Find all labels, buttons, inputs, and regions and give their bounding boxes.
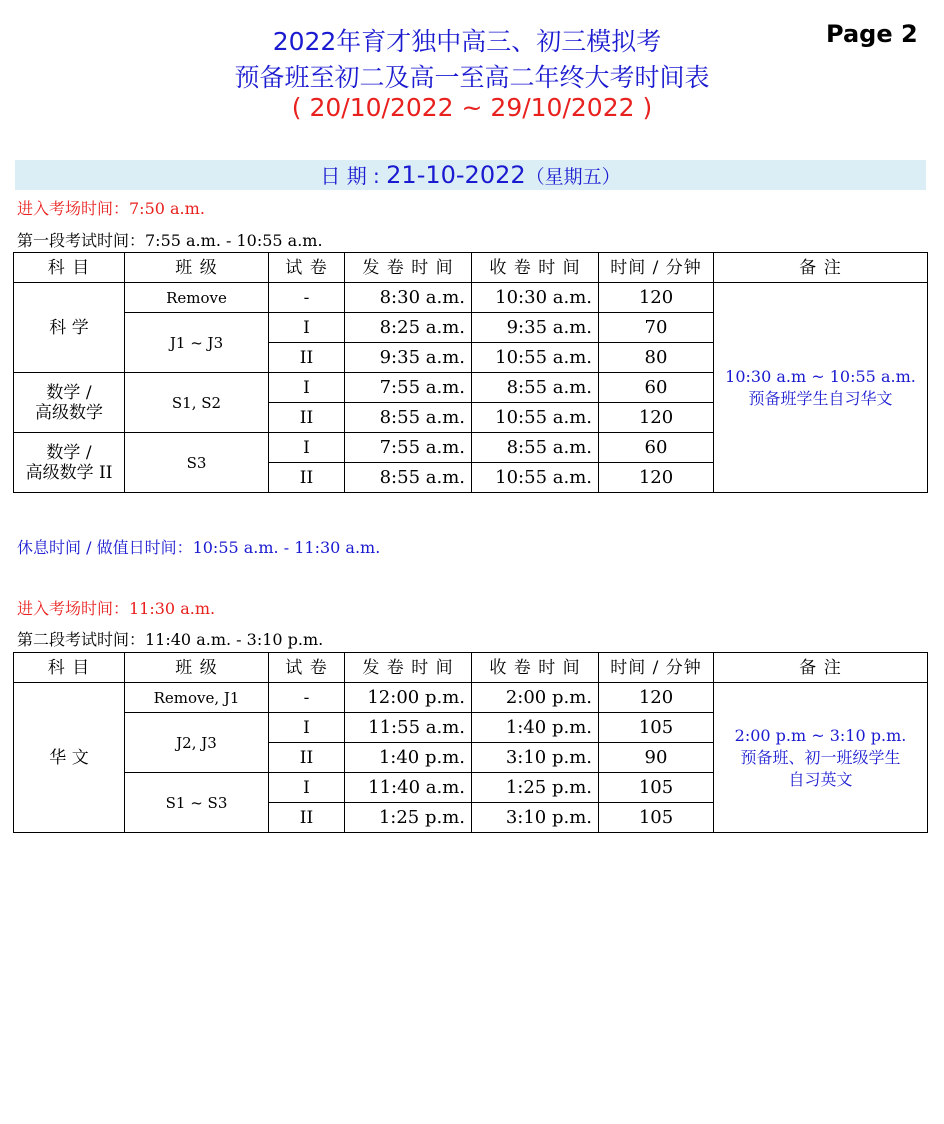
start-cell: 8:55 a.m. (345, 463, 472, 493)
start-cell: 8:55 a.m. (345, 403, 472, 433)
subject-cell: 华 文 (14, 683, 125, 833)
end-cell: 10:55 a.m. (472, 403, 599, 433)
end-cell: 8:55 a.m. (472, 373, 599, 403)
start-cell: 8:30 a.m. (345, 283, 472, 313)
paper-cell: I (269, 373, 345, 403)
table-header-row (14, 653, 928, 683)
minutes-cell: 60 (599, 433, 714, 463)
notes-cell (714, 283, 928, 493)
subject-cell (14, 373, 125, 433)
end-cell: 2:00 p.m. (472, 683, 599, 713)
class-cell: Remove, J1 (125, 683, 269, 713)
notes-cell (714, 683, 928, 833)
end-cell: 3:10 p.m. (472, 743, 599, 773)
col-paper: 试 卷 (269, 253, 345, 283)
note-line: 自习英文 (788, 769, 853, 789)
minutes-cell: 105 (599, 713, 714, 743)
note-line: 10:30 a.m ~ 10:55 a.m. (725, 366, 916, 386)
start-cell: 1:40 p.m. (345, 743, 472, 773)
class-cell: S3 (125, 433, 269, 493)
minutes-cell: 120 (599, 283, 714, 313)
end-cell: 10:55 a.m. (472, 463, 599, 493)
class-cell: S1, S2 (125, 373, 269, 433)
subject-line: 数学 / (46, 442, 92, 463)
start-cell: 7:55 a.m. (345, 373, 472, 403)
end-cell: 1:25 p.m. (472, 773, 599, 803)
subject-line: 数学 / (46, 382, 92, 403)
session1-entry-time: 进入考场时间：7:50 a.m. (17, 199, 205, 218)
col-subject: 科 目 (14, 253, 125, 283)
end-cell: 1:40 p.m. (472, 713, 599, 743)
col-notes: 备 注 (714, 653, 928, 683)
title-line-2: 预备班至初二及高一至高二年终大考时间表 (234, 63, 710, 92)
paper-cell: I (269, 313, 345, 343)
end-cell: 10:55 a.m. (472, 343, 599, 373)
minutes-cell: 105 (599, 803, 714, 833)
col-notes: 备 注 (714, 253, 928, 283)
session2-entry-time: 进入考场时间：11:30 a.m. (17, 599, 216, 618)
subject-line: 高级数学 (35, 402, 103, 423)
table-row (14, 283, 928, 313)
col-start: 发 卷 时 间 (345, 653, 472, 683)
col-end: 收 卷 时 间 (472, 653, 599, 683)
subject-cell: 科 学 (14, 283, 125, 373)
minutes-cell: 90 (599, 743, 714, 773)
subject-line: 高级数学 II (25, 462, 113, 483)
paper-cell: I (269, 433, 345, 463)
start-cell: 11:40 a.m. (345, 773, 472, 803)
end-cell: 9:35 a.m. (472, 313, 599, 343)
paper-cell: II (269, 743, 345, 773)
col-paper: 试 卷 (269, 653, 345, 683)
paper-cell: II (269, 343, 345, 373)
class-cell: Remove (125, 283, 269, 313)
session1-exam-time: 第一段考试时间：7:55 a.m. - 10:55 a.m. (17, 231, 323, 250)
paper-cell: - (269, 283, 345, 313)
exam-weekday: （星期五） (525, 166, 621, 188)
date-bar (15, 160, 926, 190)
col-subject: 科 目 (14, 653, 125, 683)
minutes-cell: 105 (599, 773, 714, 803)
minutes-cell: 120 (599, 683, 714, 713)
session2-exam-time: 第二段考试时间：11:40 a.m. - 3:10 p.m. (17, 630, 324, 649)
col-minutes: 时间 / 分钟 (599, 653, 714, 683)
paper-cell: I (269, 773, 345, 803)
class-cell: J1 ~ J3 (125, 313, 269, 373)
table-header-row (14, 253, 928, 283)
table-row (14, 683, 928, 713)
title-line-1: 2022年育才独中高三、初三模拟考 (272, 27, 662, 56)
paper-cell: II (269, 403, 345, 433)
col-class: 班 级 (125, 253, 269, 283)
note-line: 预备班、初一班级学生 (740, 747, 901, 767)
col-class: 班 级 (125, 653, 269, 683)
note-line: 预备班学生自习华文 (748, 388, 893, 408)
col-end: 收 卷 时 间 (472, 253, 599, 283)
start-cell: 11:55 a.m. (345, 713, 472, 743)
minutes-cell: 120 (599, 463, 714, 493)
paper-cell: I (269, 713, 345, 743)
start-cell: 8:25 a.m. (345, 313, 472, 343)
start-cell: 9:35 a.m. (345, 343, 472, 373)
start-cell: 1:25 p.m. (345, 803, 472, 833)
session1-table (13, 252, 928, 493)
subject-cell (14, 433, 125, 493)
start-cell: 7:55 a.m. (345, 433, 472, 463)
class-cell: S1 ~ S3 (125, 773, 269, 833)
col-start: 发 卷 时 间 (345, 253, 472, 283)
page-number: Page 2 (826, 20, 918, 48)
paper-cell: - (269, 683, 345, 713)
paper-cell: II (269, 803, 345, 833)
title-date-range: ( 20/10/2022 ~ 29/10/2022 ) (291, 93, 653, 122)
note-line: 2:00 p.m ~ 3:10 p.m. (734, 725, 907, 745)
minutes-cell: 70 (599, 313, 714, 343)
session2-table (13, 652, 928, 833)
date-label: 日 期 : (320, 164, 387, 188)
break-time: 休息时间 / 做值日时间：10:55 a.m. - 11:30 a.m. (17, 538, 381, 557)
start-cell: 12:00 p.m. (345, 683, 472, 713)
minutes-cell: 60 (599, 373, 714, 403)
col-minutes: 时间 / 分钟 (599, 253, 714, 283)
end-cell: 3:10 p.m. (472, 803, 599, 833)
end-cell: 8:55 a.m. (472, 433, 599, 463)
paper-cell: II (269, 463, 345, 493)
end-cell: 10:30 a.m. (472, 283, 599, 313)
exam-date: 21-10-2022 (386, 161, 526, 189)
minutes-cell: 80 (599, 343, 714, 373)
minutes-cell: 120 (599, 403, 714, 433)
class-cell: J2, J3 (125, 713, 269, 773)
